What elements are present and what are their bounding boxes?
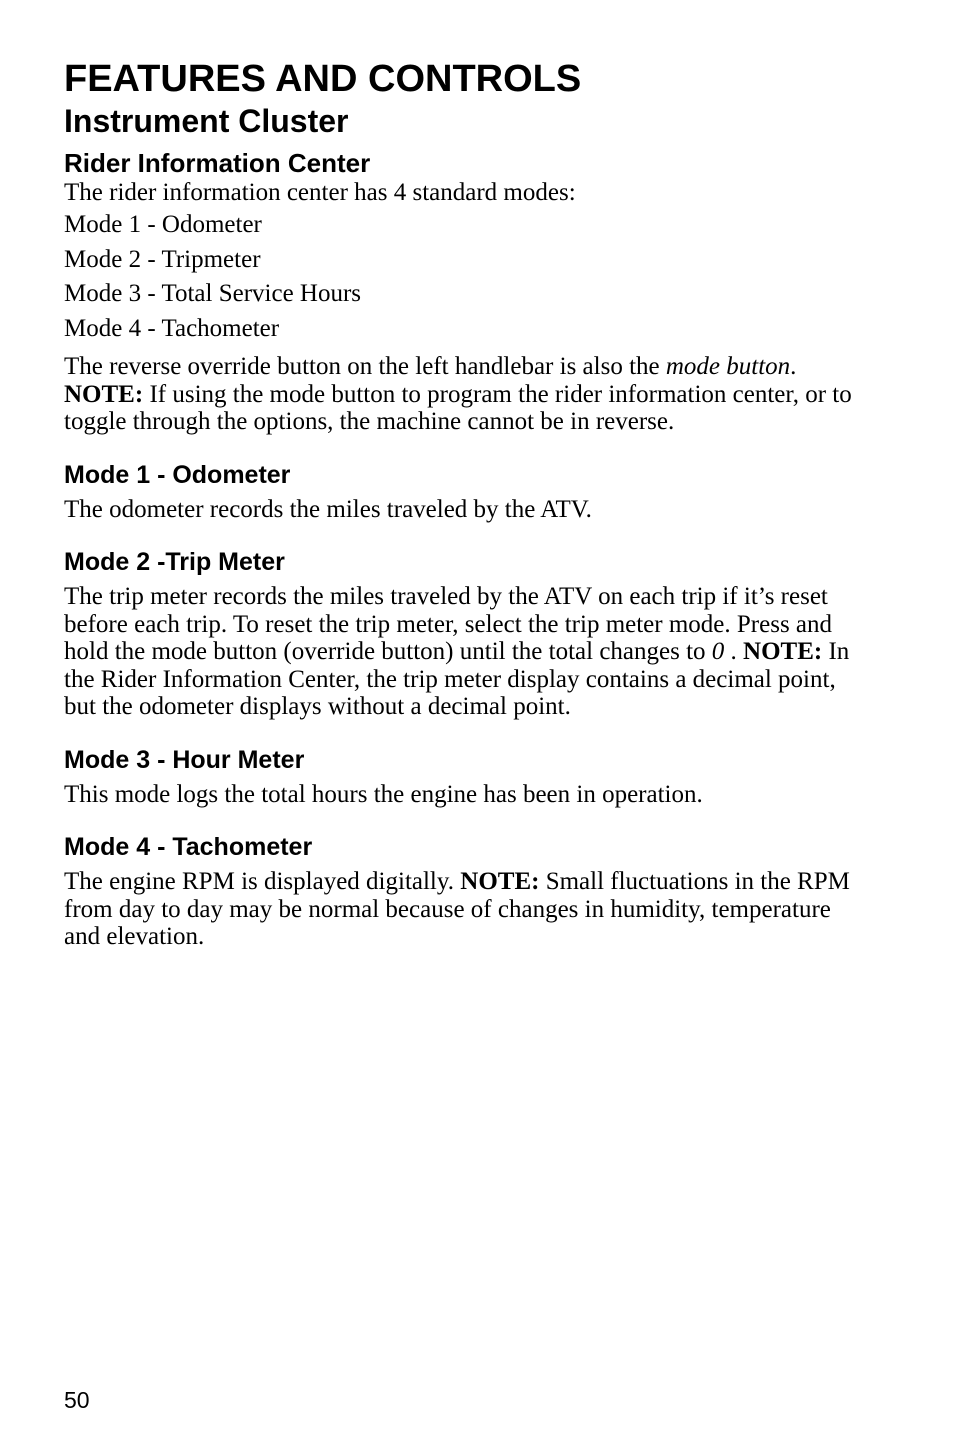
mode2-body: The trip meter records the miles traveled by the ATV on each trip if it’s reset before each trip. To reset the trip meter, select the trip meter mode. Press and hold the mode button (override button) until the total changes to 0 . NOTE: In the Rider Information Center, the trip meter display contains a decimal point, but the odometer displays without a decimal point.: [64, 583, 850, 720]
mode3-heading: Mode 3 - Hour Meter: [64, 745, 305, 774]
mode-list-item: Mode 2 - Tripmeter: [64, 245, 261, 273]
note-label: NOTE:: [64, 380, 144, 408]
rider-info-intro: The rider information center has 4 standard modes:: [64, 179, 576, 206]
page-title: FEATURES AND CONTROLS: [64, 58, 582, 100]
mode-list-item: Mode 1 - Odometer: [64, 211, 262, 238]
section-title: Instrument Cluster: [64, 103, 349, 139]
mode4-heading: Mode 4 - Tachometer: [64, 833, 313, 861]
mode2-heading: Mode 2 -Trip Meter: [64, 548, 285, 576]
mode1-body: The odometer records the miles traveled by the ATV.: [64, 495, 592, 523]
manual-page: [64, 56, 864, 951]
mode4-body: The engine RPM is displayed digitally. NOTE: Small fluctuations in the RPM from day to day may be normal because of changes in humidity, temperature and elevation.: [64, 868, 850, 950]
mode-list-item: Mode 3 - Total Service Hours: [64, 280, 362, 307]
mode3-body: This mode logs the total hours the engine has been in operation.: [64, 780, 703, 808]
rider-info-heading: Rider Information Center: [64, 148, 371, 178]
mode1-heading: Mode 1 - Odometer: [64, 460, 291, 489]
override-paragraph: The reverse override button on the left handlebar is also the mode button. NOTE: If using the mode button to program the rider information center, or to toggle through the options, the machine cannot be in reverse.: [64, 353, 852, 435]
note-label: NOTE:: [460, 868, 540, 895]
page-number: 50: [64, 1387, 90, 1413]
note-label: NOTE:: [743, 638, 823, 665]
mode-list-item: Mode 4 - Tachometer: [64, 314, 280, 342]
